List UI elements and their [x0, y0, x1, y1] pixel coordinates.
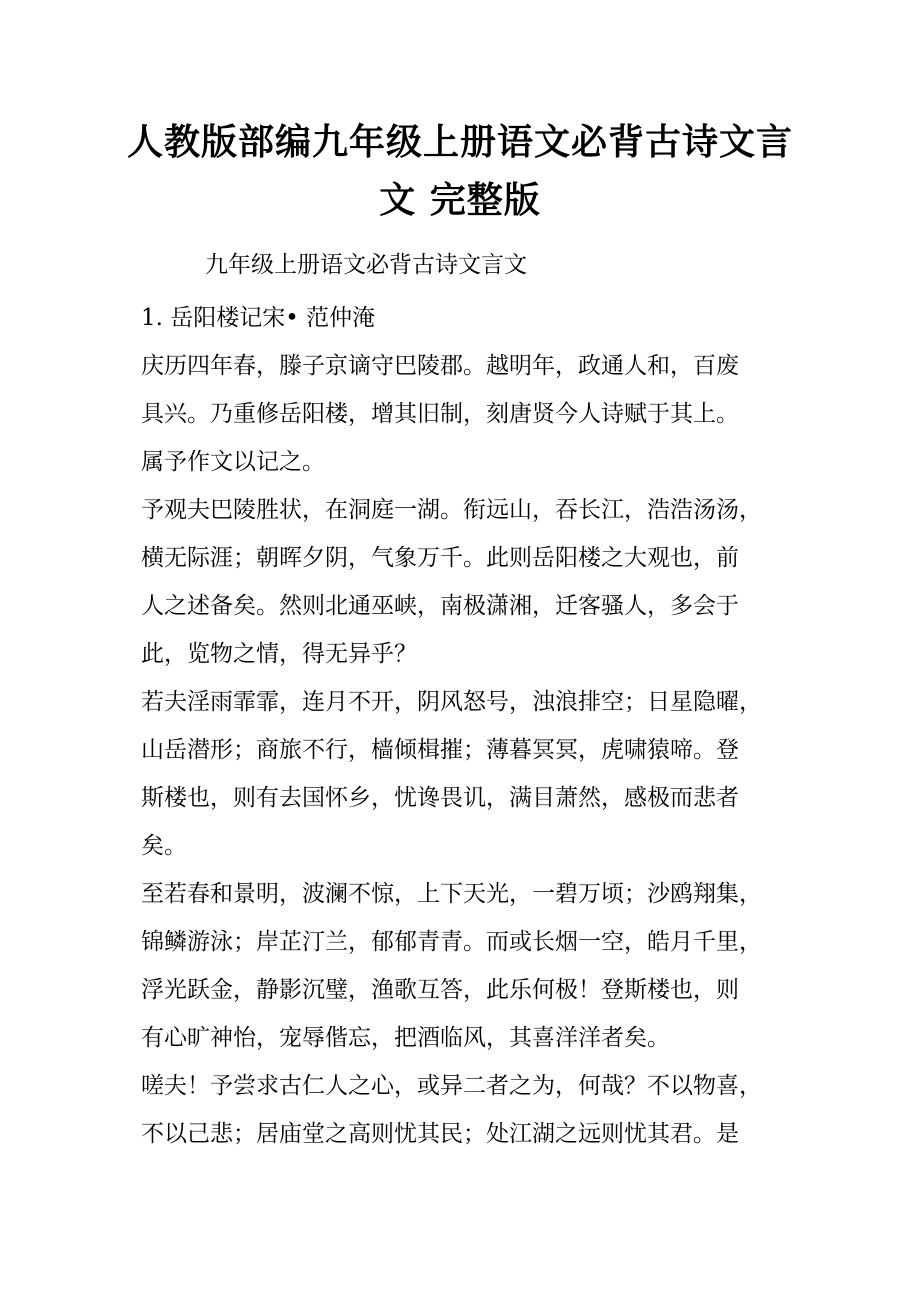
text-line: 锦鳞游泳；岸芷汀兰，郁郁青青。而或长烟一空，皓月千里，	[141, 929, 762, 955]
section-heading: 1. 岳阳楼记宋• 范仲淹	[141, 305, 376, 331]
text-line: 嗟夫！予尝求古仁人之心，或异二者之为，何哉？不以物喜，	[141, 1073, 762, 1099]
text-line: 斯楼也，则有去国怀乡，忧谗畏讥，满目萧然，感极而悲者	[141, 785, 739, 811]
text-line: 若夫淫雨霏霏，连月不开，阴风怒号，浊浪排空；日星隐曜，	[141, 689, 762, 715]
document-title-line-2: 文 完整版	[379, 180, 541, 221]
text-line: 山岳潜形；商旅不行，樯倾楫摧；薄暮冥冥，虎啸猿啼。登	[141, 737, 739, 763]
text-line: 有心旷神怡，宠辱偕忘，把酒临风，其喜洋洋者矣。	[141, 1025, 670, 1051]
text-line: 横无际涯；朝晖夕阴，气象万千。此则岳阳楼之大观也，前	[141, 545, 739, 571]
document-title-line-1: 人教版部编九年级上册语文必背古诗文言	[126, 122, 793, 163]
text-line: 人之述备矣。然则北通巫峡，南极潇湘，迁客骚人，多会于	[141, 593, 739, 619]
text-line: 庆历四年春，滕子京谪守巴陵郡。越明年，政通人和，百废	[141, 353, 739, 379]
text-line: 至若春和景明，波澜不惊，上下天光，一碧万顷；沙鸥翔集，	[141, 881, 762, 907]
text-line: 不以己悲；居庙堂之高则忧其民；处江湖之远则忧其君。是	[141, 1121, 739, 1147]
text-line: 予观夫巴陵胜状，在洞庭一湖。衔远山，吞长江，浩浩汤汤，	[141, 497, 762, 523]
text-line: 浮光跃金，静影沉璧，渔歌互答，此乐何极！登斯楼也，则	[141, 977, 739, 1003]
text-line: 矣。	[141, 833, 187, 859]
text-line: 具兴。乃重修岳阳楼，增其旧制，刻唐贤今人诗赋于其上。	[141, 401, 739, 427]
text-line: 属予作文以记之。	[141, 449, 325, 475]
text-line: 此，览物之情，得无异乎？	[141, 641, 417, 667]
document-subtitle: 九年级上册语文必背古诗文言文	[205, 252, 527, 278]
